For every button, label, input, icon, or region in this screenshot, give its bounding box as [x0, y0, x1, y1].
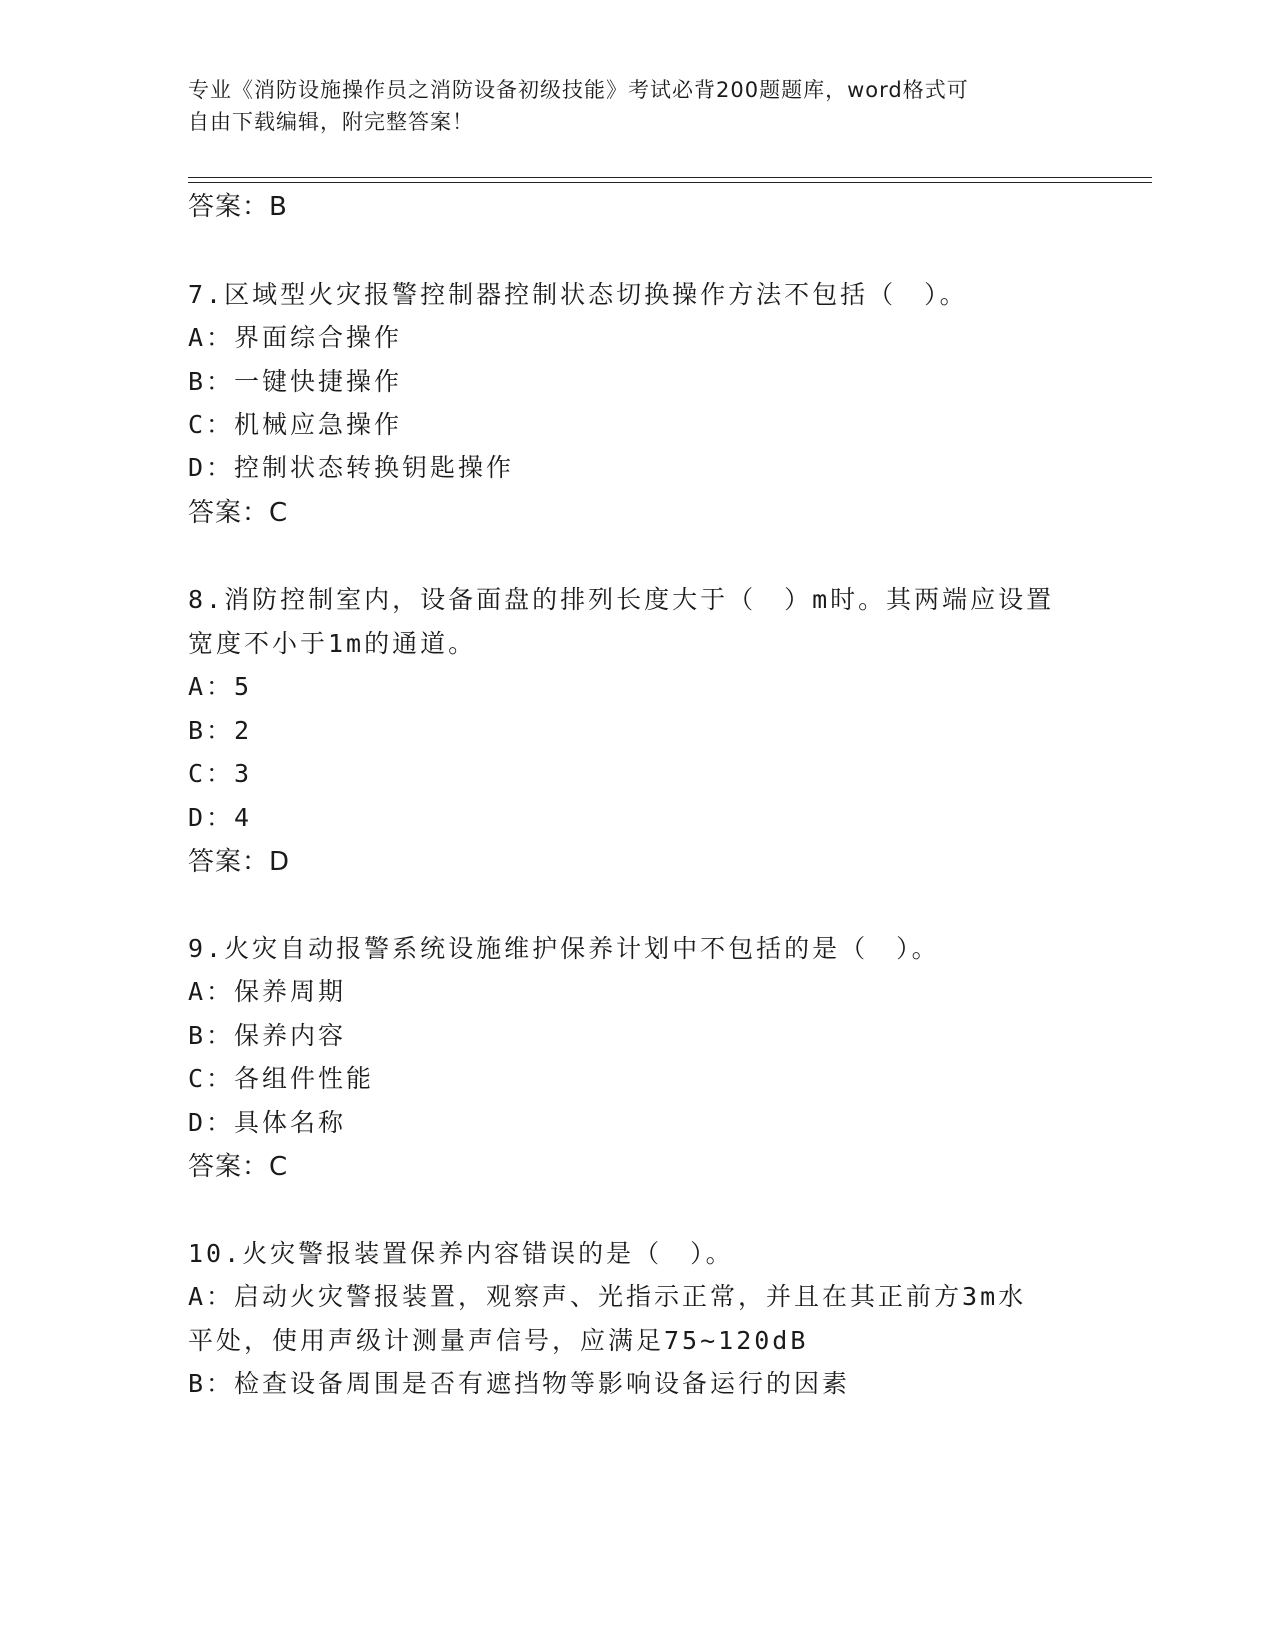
- header-divider-bottom: [188, 182, 1152, 183]
- question-8-option-d: D：4: [188, 803, 253, 832]
- question-8-option-b: B：2: [188, 716, 253, 745]
- answer-q6: 答案：B: [188, 192, 288, 222]
- question-7-stem: 7.区域型火灾报警控制器控制状态切换操作方法不包括（ ）。: [188, 280, 968, 309]
- question-9-stem: 9.火灾自动报警系统设施维护保养计划中不包括的是（ ）。: [188, 934, 940, 963]
- header-line-2: 自由下载编辑，附完整答案！: [188, 110, 474, 134]
- header-divider-top: [188, 177, 1152, 178]
- question-10-option-a-line-1: A：启动火灾警报装置，观察声、光指示正常，并且在其正前方3m水: [188, 1282, 1027, 1311]
- answer-q9: 答案：C: [188, 1152, 289, 1182]
- header-line-1: 专业《消防设施操作员之消防设备初级技能》考试必背200题题库，word格式可: [188, 78, 969, 102]
- question-9-option-d: D：具体名称: [188, 1108, 347, 1137]
- question-7-option-c: C：机械应急操作: [188, 410, 403, 439]
- question-8-option-a: A：5: [188, 672, 253, 701]
- question-9-option-c: C：各组件性能: [188, 1064, 375, 1093]
- question-10-option-b: B：检查设备周围是否有遮挡物等影响设备运行的因素: [188, 1369, 851, 1398]
- question-8-stem-line-1: 8.消防控制室内，设备面盘的排列长度大于（ ）m时。其两端应设置: [188, 585, 1055, 614]
- answer-q7: 答案：C: [188, 498, 289, 528]
- question-7-option-a: A：界面综合操作: [188, 323, 403, 352]
- answer-q8: 答案：D: [188, 847, 291, 877]
- question-9-option-b: B：保养内容: [188, 1021, 347, 1050]
- question-10-option-a-line-2: 平处，使用声级计测量声信号，应满足75~120dB: [188, 1326, 809, 1355]
- question-7-option-b: B：一键快捷操作: [188, 367, 403, 396]
- question-8-stem-line-2: 宽度不小于1m的通道。: [188, 629, 477, 658]
- question-10-stem: 10.火灾警报装置保养内容错误的是（ ）。: [188, 1239, 734, 1268]
- question-7-option-d: D：控制状态转换钥匙操作: [188, 453, 515, 482]
- document-header: [188, 74, 1068, 138]
- question-9-option-a: A：保养周期: [188, 977, 347, 1006]
- question-8-option-c: C：3: [188, 759, 253, 788]
